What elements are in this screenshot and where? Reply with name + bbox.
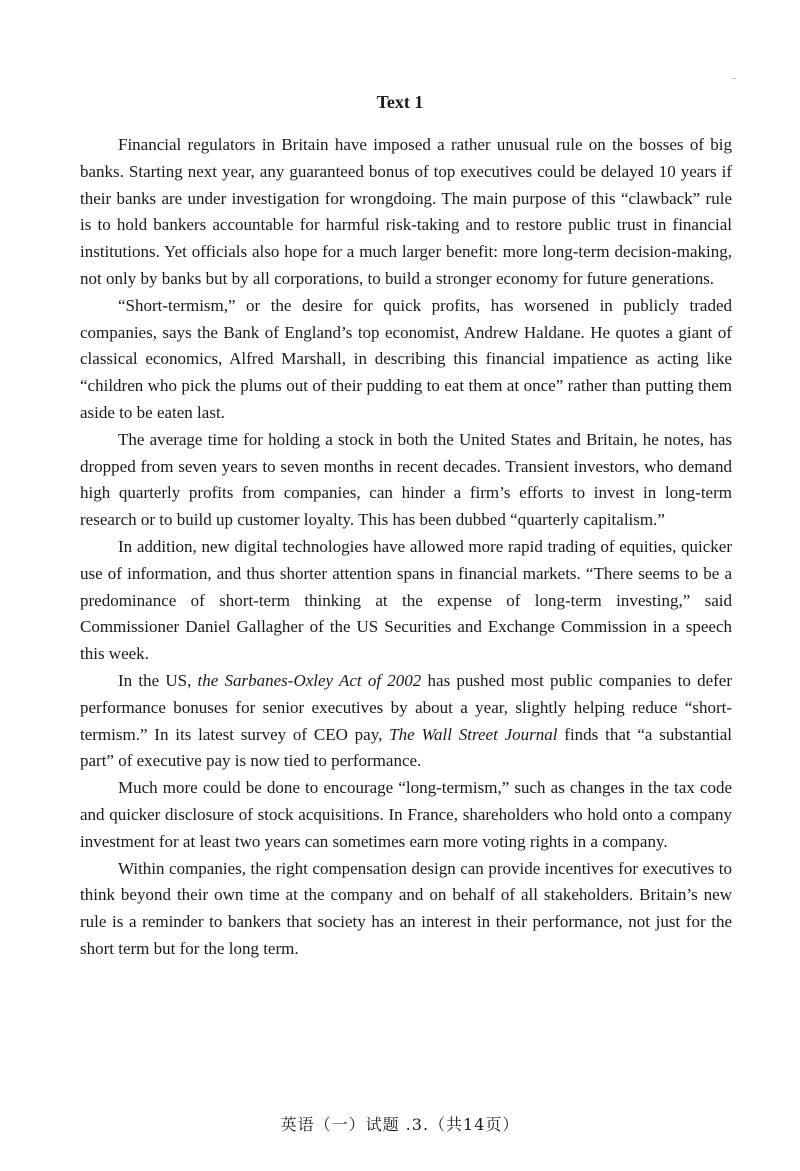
paragraph <box>80 668 732 775</box>
text-title: Text 1 <box>376 92 424 112</box>
paragraph-text: In the US, <box>118 670 198 690</box>
passage-body <box>80 132 732 963</box>
page-footer: 英语（一）试题 .3.（共14页） <box>280 1115 520 1134</box>
paragraph-text: finds that “a substantial part” of executive pay is now tied to performance. <box>80 724 732 771</box>
scan-mark <box>732 78 736 79</box>
italic-title: The Wall Street Journal <box>389 724 558 744</box>
paragraph-text: Financial regulators in Britain have imposed a rather unusual rule on the bosses of big banks. Starting next year, any guaranteed bonus of top executives could be delayed 10 years if their banks are under investigation for wrongdoing. The main purpose of this “clawback” rule is to hold bankers accountable for harmful risk-taking and to restore public trust in financial institutions. Yet officials also hope for a much larger benefit: more long-term decision-making, not only by banks but by all corporations, to build a stronger economy for future generations. <box>80 135 732 288</box>
paragraph <box>80 132 732 293</box>
paragraph-text: In addition, new digital technologies have allowed more rapid trading of equities, quicker use of information, and thus shorter attention spans in financial markets. “There seems to be a predominance of short-term thinking at the expense of long-term investing,” said Commissioner Daniel Gallagher of the US Securities and Exchange Commission in a speech this week. <box>80 536 732 664</box>
paragraph <box>80 427 732 534</box>
paragraph-text: “Short-termism,” or the desire for quick profits, has worsened in publicly traded companies, says the Bank of England’s top economist, Andrew Haldane. He quotes a giant of classical economics, Alfred Marshall, in describing this financial impatience as acting like “children who pick the plums out of their pudding to eat them at once” rather than putting them aside to be eaten last. <box>80 295 732 422</box>
paragraph-text: Much more could be done to encourage “long-termism,” such as changes in the tax code and quicker disclosure of stock acquisitions. In France, shareholders who hold onto a company investment for at least two years can sometimes earn more voting rights in a company. <box>80 778 732 851</box>
paragraph-text: Within companies, the right compensation design can provide incentives for executives to think beyond their own time at the company and on behalf of all stakeholders. Britain’s new rule is a reminder to bankers that society has an interest in their performance, not just for the short term but for the long term. <box>80 858 732 958</box>
paragraph <box>80 775 732 855</box>
paragraph-text: The average time for holding a stock in both the United States and Britain, he notes, has dropped from seven years to seven months in recent decades. Transient investors, who demand high quarterly profits from companies, can hinder a firm’s efforts to invest in long-term research or to build up customer loyalty. This has been dubbed “quarterly capitalism.” <box>80 429 732 530</box>
italic-title: the Sarbanes-Oxley Act of 2002 <box>197 670 422 690</box>
paragraph <box>80 856 732 963</box>
paragraph-text: has pushed most public companies to defer performance bonuses for senior executives by about a year, slightly helping reduce “short-termism.” In its latest survey of CEO pay, <box>80 670 732 744</box>
paragraph <box>80 293 732 427</box>
paragraph <box>80 534 732 668</box>
